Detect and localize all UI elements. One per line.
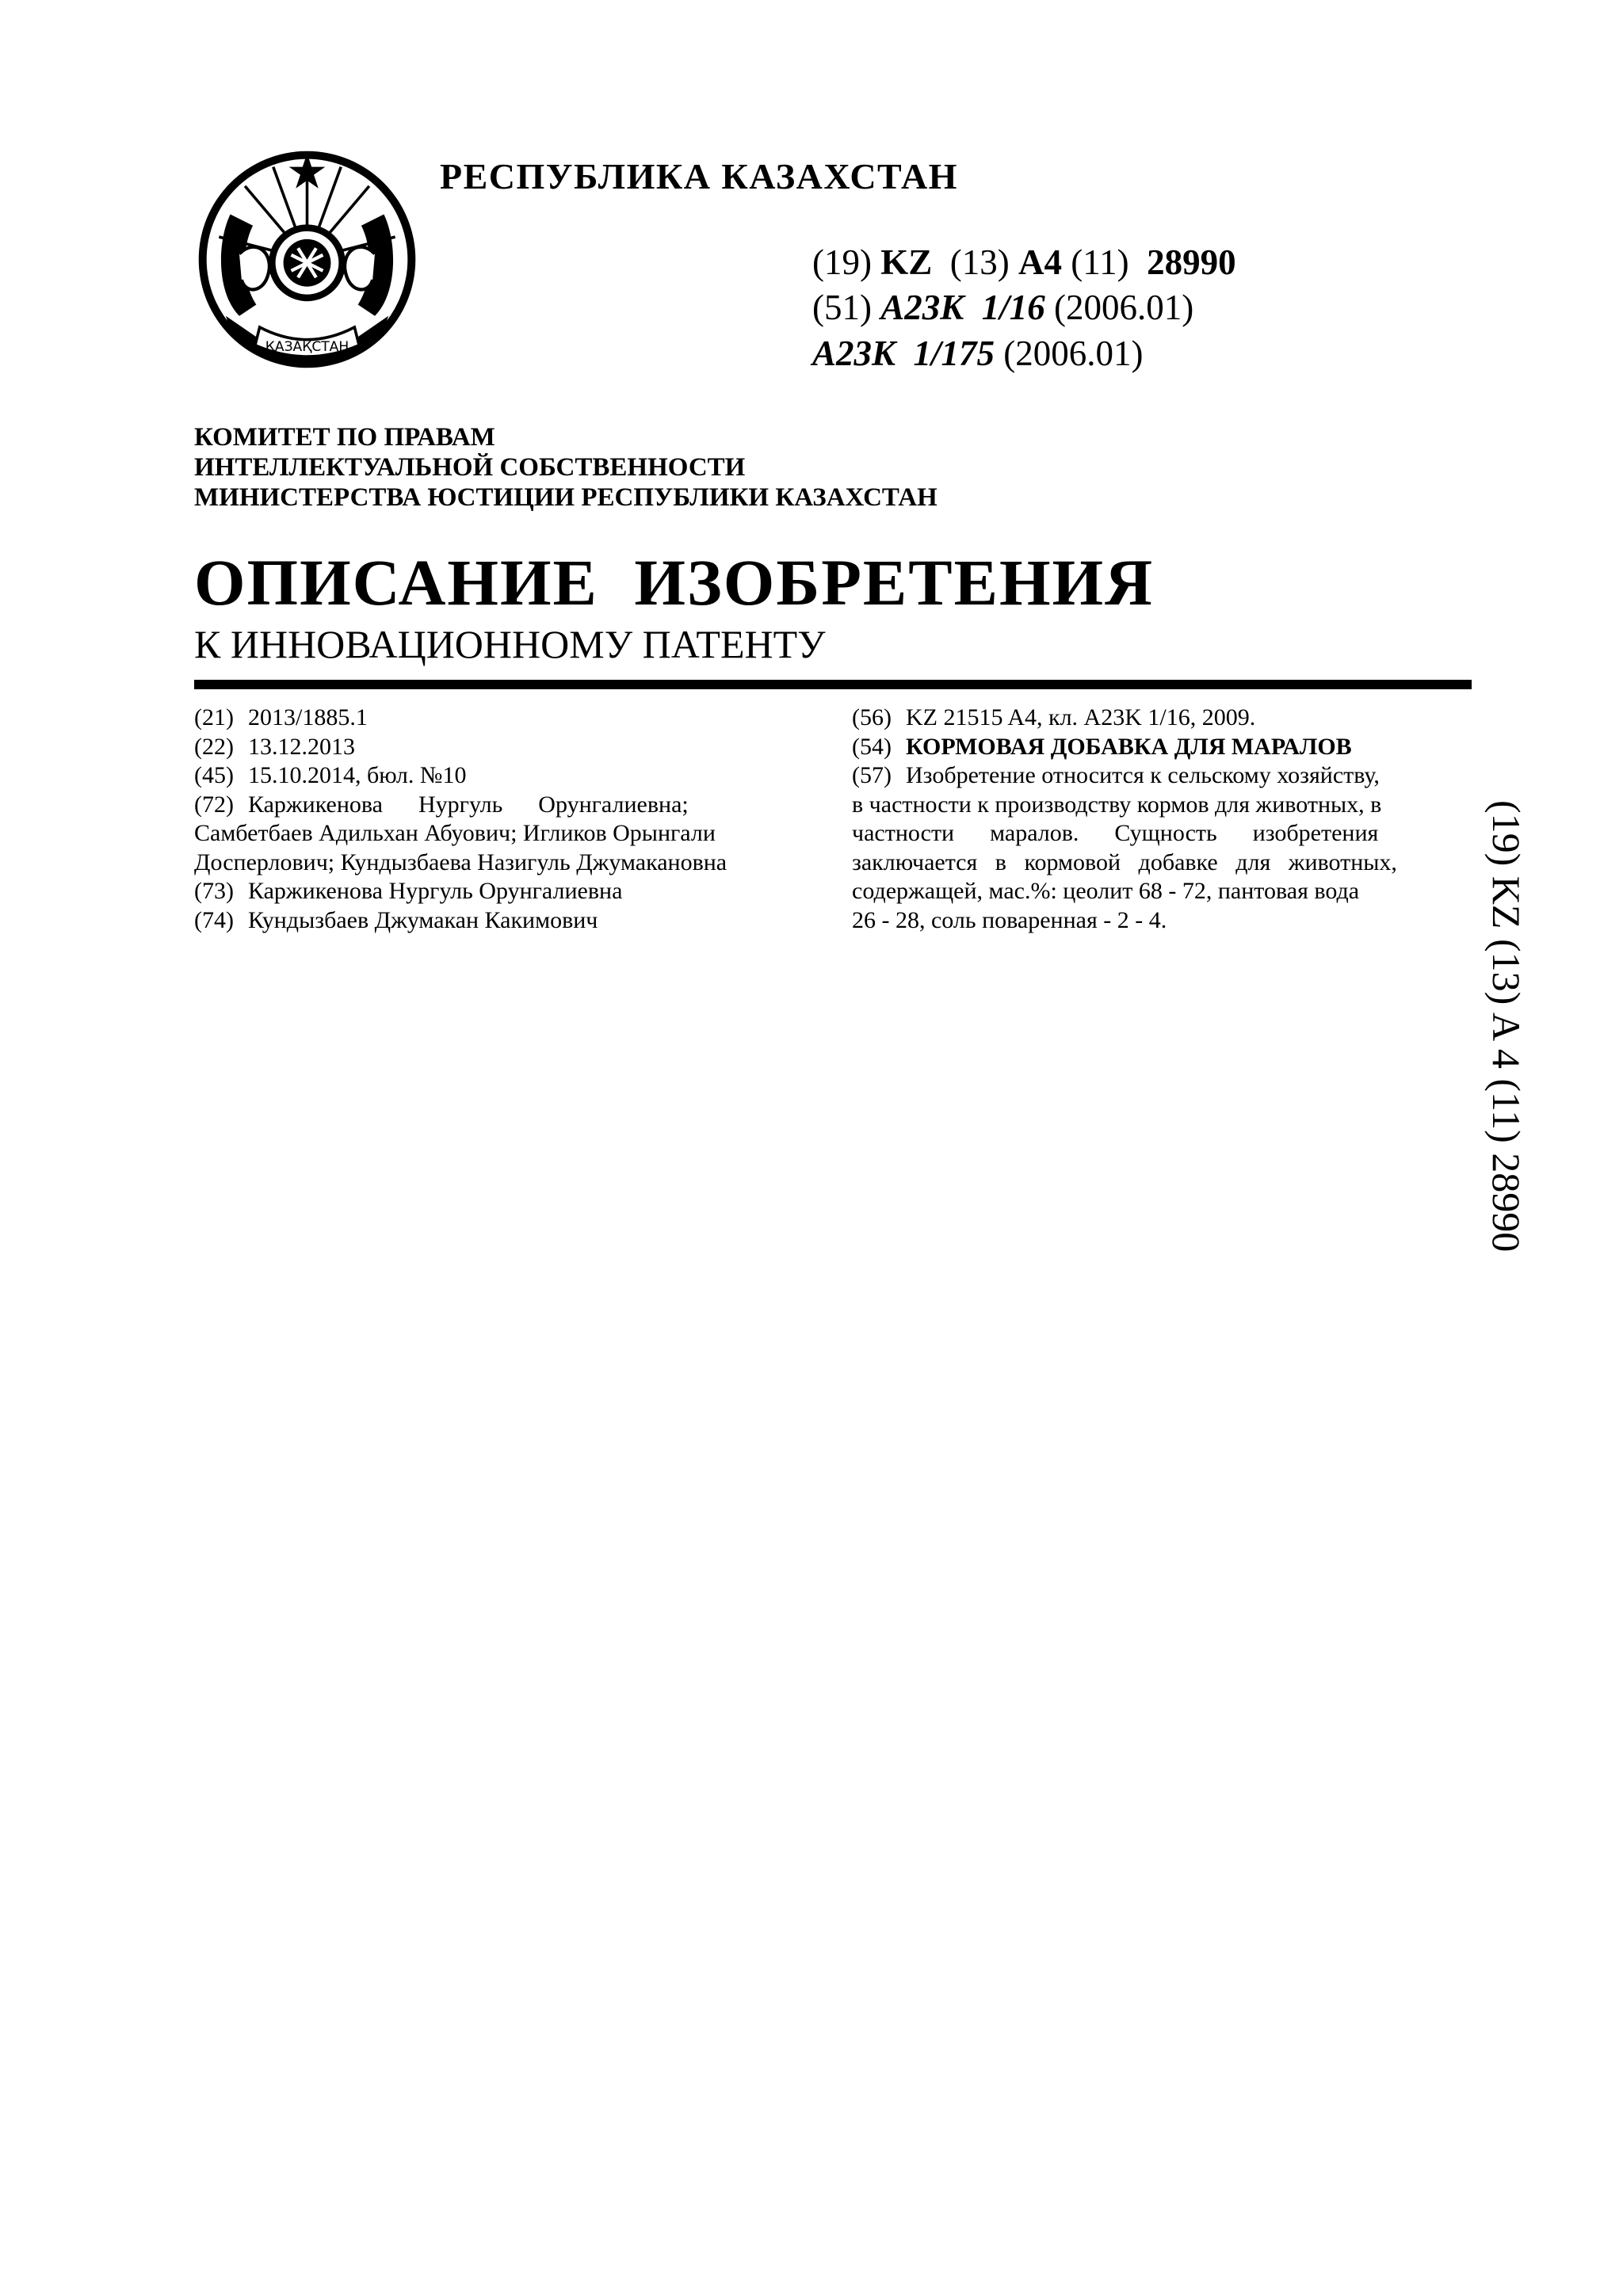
patent-attorney: Кундызбаев Джумакан Какимович [248, 906, 598, 933]
field-code: (22) [194, 733, 234, 760]
prior-art: KZ 21515 A4, кл. A23K 1/16, 2009. [906, 704, 1256, 730]
field-72 [194, 791, 811, 820]
field-code: (45) [194, 762, 234, 788]
abstract-line: в частности к производству кормов для животных, в [852, 791, 1382, 818]
patent-number: 28990 [1147, 242, 1236, 282]
ipc-class-2: A23K 1/175 [812, 334, 995, 373]
biblio-right-column [852, 704, 1472, 935]
ipc-version-2: (2006.01) [1003, 334, 1144, 373]
field-56 [852, 704, 1472, 733]
code-11: (11) [1071, 242, 1129, 282]
code-13: (13) [949, 242, 1010, 282]
field-code: (73) [194, 878, 234, 904]
publication-date: 15.10.2014, бюл. №10 [248, 762, 467, 788]
abstract-line: частности маралов. Сущность изобретения [852, 820, 1379, 846]
side-publication-code: (19) KZ (13) A 4 (11) 28990 [1484, 800, 1529, 1253]
committee-block [194, 422, 938, 513]
field-code: (56) [852, 704, 892, 730]
ipc-version-1: (2006.01) [1054, 288, 1194, 327]
document-subtitle: К ИННОВАЦИОННОМУ ПАТЕНТУ [194, 622, 826, 666]
code-19: (19) [812, 242, 872, 282]
filing-date: 13.12.2013 [248, 733, 355, 760]
field-code: (72) [194, 791, 234, 818]
committee-line: КОМИТЕТ ПО ПРАВАМ [194, 423, 495, 452]
field-code: (54) [852, 733, 892, 760]
field-22 [194, 733, 811, 762]
field-code: (21) [194, 704, 234, 730]
committee-line: ИНТЕЛЛЕКТУАЛЬНОЙ СОБСТВЕННОСТИ [194, 453, 746, 482]
publication-id-line [812, 242, 1236, 283]
ipc-line-1 [812, 287, 1193, 328]
application-number: 2013/1885.1 [248, 704, 368, 730]
field-73 [194, 877, 811, 906]
ipc-class-1: A23K 1/16 [880, 288, 1045, 327]
abstract-line: Изобретение относится к сельскому хозяйству, [906, 762, 1380, 788]
field-21 [194, 704, 811, 733]
ipc-line-2 [812, 333, 1144, 374]
field-54 [852, 733, 1472, 762]
field-74 [194, 906, 811, 936]
biblio-left-column [194, 704, 811, 935]
committee-line: МИНИСТЕРСТВА ЮСТИЦИИ РЕСПУБЛИКИ КАЗАХСТАН [194, 483, 938, 512]
country-title: РЕСПУБЛИКА КАЗАХСТАН [440, 156, 958, 196]
country-code: KZ [880, 242, 933, 282]
inventors-line: Самбетбаев Адильхан Абуович; Игликов Орынгали [194, 820, 716, 846]
field-code: (74) [194, 906, 234, 933]
patent-owner: Каржикенова Нургуль Орунгалиевна [248, 878, 623, 904]
inventors-line: Досперлович; Кундызбаева Назигуль Джумакановна [194, 849, 727, 875]
emblem-text: ҚАЗАҚСТАН [265, 338, 349, 355]
abstract-line: заключается в кормовой добавке для животных, [852, 849, 1397, 875]
invention-title: КОРМОВАЯ ДОБАВКА ДЛЯ МАРАЛОВ [906, 733, 1352, 760]
kind-code: A4 [1018, 242, 1062, 282]
abstract-line: 26 - 28, соль поваренная - 2 - 4. [852, 906, 1167, 933]
field-57 [852, 761, 1472, 791]
inventors-line: Каржикенова Нургуль Орунгалиевна; [248, 791, 689, 818]
document-title: ОПИСАНИЕ ИЗОБРЕТЕНИЯ [194, 546, 1155, 619]
state-emblem-icon [194, 147, 420, 372]
code-51: (51) [812, 288, 872, 327]
title-divider [194, 680, 1472, 689]
abstract-line: содержащей, мас.%: цеолит 68 - 72, пантовая вода [852, 878, 1360, 904]
field-45 [194, 761, 811, 791]
field-code: (57) [852, 762, 892, 788]
